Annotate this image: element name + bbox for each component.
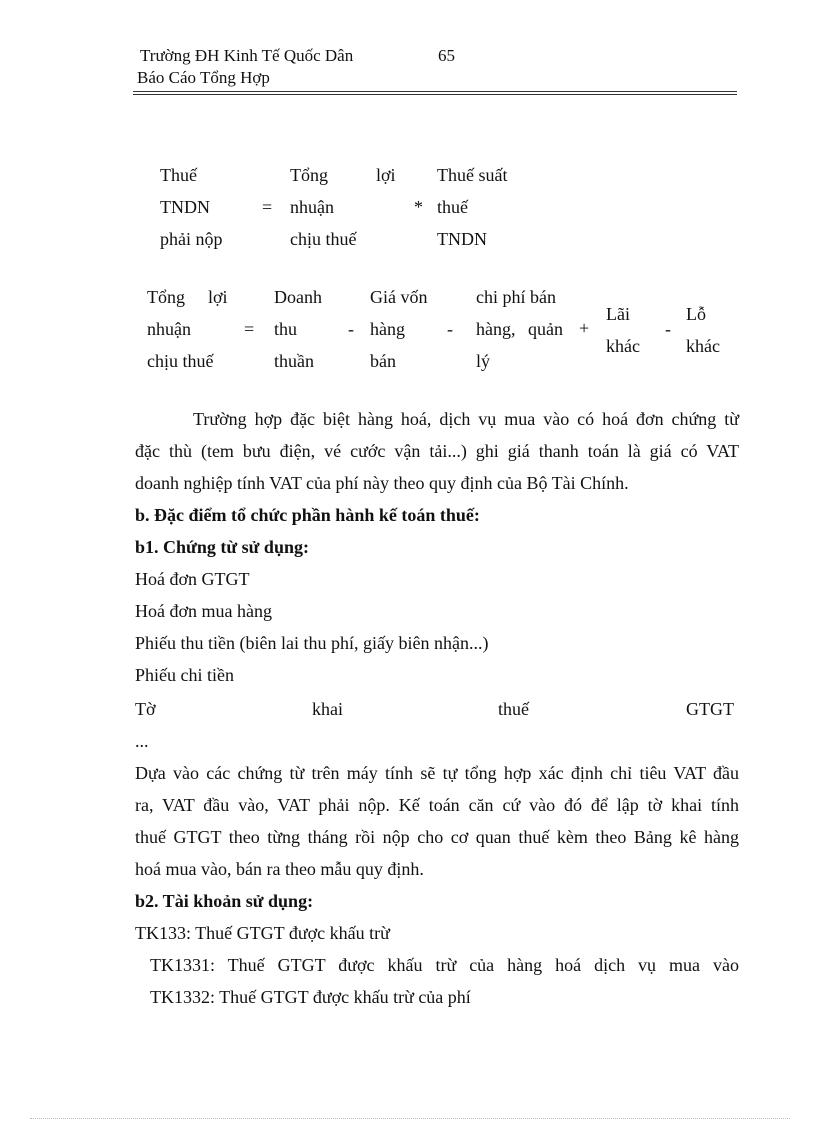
f2-t1-1: Doanh xyxy=(274,287,322,307)
f1-b-3: TNDN xyxy=(437,229,487,249)
f1-b-2: thuế xyxy=(437,197,468,217)
account-tk1331: TK1331: Thuế GTGT được khấu trừ của hàng hoá dịch vụ mua vào xyxy=(150,955,739,975)
f1-lhs-2: TNDN xyxy=(160,197,210,217)
f2-t1-2: thu xyxy=(274,319,298,339)
doc-item-1: Hoá đơn GTGT xyxy=(135,569,250,589)
para1-line-2: đặc thù (tem bưu điện, vé cước vận tải...) ghi giá thanh toán là giá có VAT xyxy=(135,441,739,461)
f1-a-word2: lợi xyxy=(376,165,396,185)
f2-lhs-3: nhuận xyxy=(147,319,191,339)
f2-lhs-1: Tổng xyxy=(147,287,185,307)
header-report: Báo Cáo Tổng Hợp xyxy=(137,68,270,87)
f1-multiply: * xyxy=(414,197,423,217)
page-number: 65 xyxy=(438,46,455,65)
f2-t4-1: Lãi xyxy=(606,304,630,324)
header-rule-bottom xyxy=(133,94,737,95)
f1-equals: = xyxy=(262,197,273,217)
f2-lhs-2: lợi xyxy=(208,287,228,307)
f2-minus-2: - xyxy=(447,319,453,339)
to-khai-word-4: GTGT xyxy=(686,699,734,719)
doc-item-4: Phiếu chi tiền xyxy=(135,665,234,685)
heading-b: b. Đặc điểm tổ chức phần hành kế toán thuế: xyxy=(135,505,480,525)
f1-a-line2: nhuận xyxy=(290,197,334,217)
f2-t3-2: hàng, xyxy=(476,319,516,339)
heading-b2: b2. Tài khoản sử dụng: xyxy=(135,891,314,911)
header-rule-top xyxy=(133,91,737,92)
f2-t3-4: lý xyxy=(476,351,491,371)
f2-t4-2: khác xyxy=(606,336,640,356)
header-school: Trường ĐH Kinh Tế Quốc Dân xyxy=(140,46,354,65)
f2-t1-3: thuần xyxy=(274,351,314,371)
doc-item-3: Phiếu thu tiền (biên lai thu phí, giấy biên nhận...) xyxy=(135,633,489,653)
to-khai-word-2: khai xyxy=(312,699,343,719)
f1-a-word1: Tổng xyxy=(290,165,328,185)
f2-t2-2: hàng xyxy=(370,319,405,339)
para2-line-1: Dựa vào các chứng từ trên máy tính sẽ tự tổng hợp xác định chỉ tiêu VAT đầu xyxy=(135,763,739,783)
para2-line-3: thuế GTGT theo từng tháng rồi nộp cho cơ quan thuế kèm theo Bảng kê hàng xyxy=(135,827,739,847)
doc-item-2: Hoá đơn mua hàng xyxy=(135,601,272,621)
account-tk133: TK133: Thuế GTGT được khấu trừ xyxy=(135,923,390,943)
f2-t3-3: quản xyxy=(528,319,563,339)
f2-t3-1: chi phí bán xyxy=(476,287,556,307)
f1-lhs-1: Thuế xyxy=(160,165,197,185)
para2-line-2: ra, VAT đầu vào, VAT phải nộp. Kế toán căn cứ vào đó để lập tờ khai tính xyxy=(135,795,739,815)
f2-t2-1: Giá vốn xyxy=(370,287,428,307)
f2-minus-1: - xyxy=(348,319,354,339)
f2-t5-2: khác xyxy=(686,336,720,356)
f2-t2-3: bán xyxy=(370,351,396,371)
ellipsis: ... xyxy=(135,731,149,751)
heading-b1: b1. Chứng từ sử dụng: xyxy=(135,537,309,557)
to-khai-word-3: thuế xyxy=(498,699,529,719)
f2-t5-1: Lỗ xyxy=(686,304,706,324)
to-khai-word-1: Tờ xyxy=(135,699,156,719)
f2-equals: = xyxy=(244,319,255,339)
f2-lhs-4: chịu thuế xyxy=(147,351,214,371)
f2-minus-3: - xyxy=(665,319,671,339)
f1-a-line3: chịu thuế xyxy=(290,229,357,249)
account-tk1332: TK1332: Thuế GTGT được khấu trừ của phí xyxy=(150,987,471,1007)
f1-lhs-3: phải nộp xyxy=(160,229,223,249)
page-bottom-border xyxy=(30,1118,790,1119)
f2-plus: + xyxy=(579,318,590,338)
para1-line-3: doanh nghiệp tính VAT của phí này theo quy định của Bộ Tài Chính. xyxy=(135,473,629,493)
para1-line-1: Trường hợp đặc biệt hàng hoá, dịch vụ mua vào có hoá đơn chứng từ xyxy=(193,409,739,429)
para2-line-4: hoá mua vào, bán ra theo mẫu quy định. xyxy=(135,859,424,879)
f1-b-1: Thuế suất xyxy=(437,165,508,185)
